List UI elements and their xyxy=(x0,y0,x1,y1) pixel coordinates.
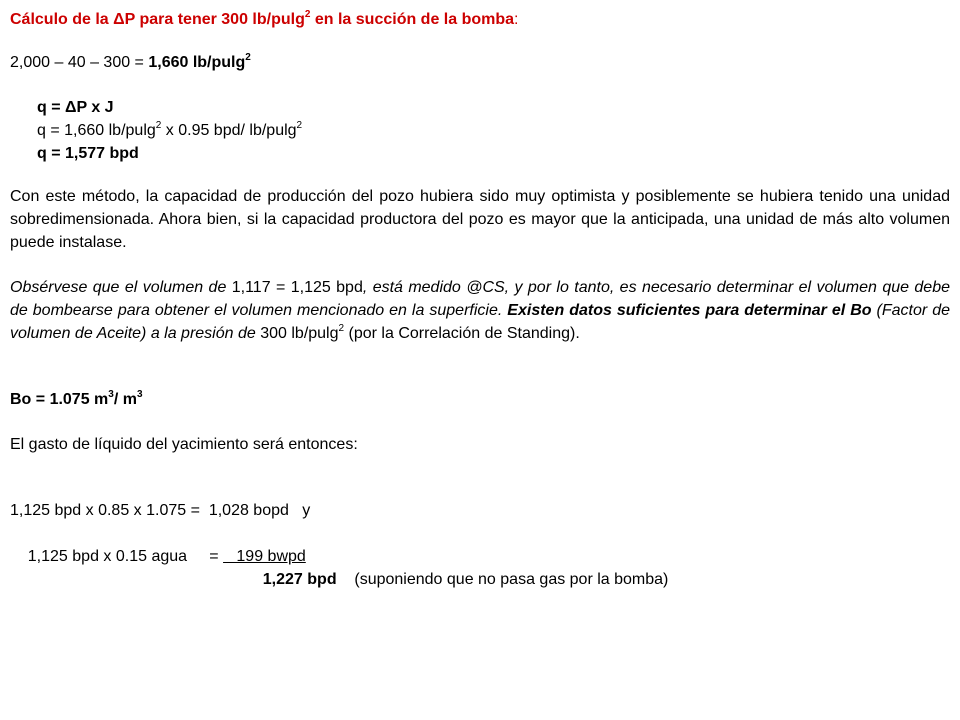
heading-tail: en la succión de la bomba xyxy=(310,11,515,28)
obs-part-5: (Factor de volumen de Aceite) a la presión de xyxy=(10,302,951,342)
formula-line-2-a: q = 1,660 lb/pulg xyxy=(37,122,156,139)
bo-part-a: Bo = 1.075 m xyxy=(10,391,109,408)
calc-total: 1,227 bpd xyxy=(262,571,337,588)
obs-part-1: Obsérvese que el volumen de xyxy=(10,279,232,296)
pressure-expression: 2,000 – 40 – 300 = xyxy=(10,54,149,71)
paragraph-method: Con este método, la capacidad de producción del pozo hubiera sido muy optimista y posiblemente se hubiera tenido una unidad sobredimensionada. Ahora bien, si la capacidad productora del pozo es mayor que la anticipada, una unidad de más alto volumen puede instalase. xyxy=(10,188,950,251)
calc-row-1: 1,125 bpd x 0.85 x 1.075 = 1,028 bopd y xyxy=(10,502,311,519)
formula-line-2-b: x 0.95 bpd/ lb/pulg xyxy=(161,122,297,139)
obs-part-3: , está medido @CS, y por lo tanto, es necesario determinar el volumen que debe de bombearse para obtener el volumen mencionado en la superficie. xyxy=(10,279,951,319)
gasto-line: El gasto de líquido del yacimiento será entonces: xyxy=(10,436,358,453)
heading-text: Cálculo de la ΔP para tener 300 lb/pulg xyxy=(10,11,305,28)
calc-row-3 xyxy=(245,545,668,614)
heading-superscript: 2 xyxy=(304,8,311,20)
pressure-calculation xyxy=(10,51,251,74)
calc-note: (suponiendo que no pasa gas por la bomba) xyxy=(354,571,669,588)
bo-part-b: / m xyxy=(113,391,137,408)
obs-part-6: 300 lb/pulg xyxy=(260,325,339,342)
paragraph-observation xyxy=(10,276,950,345)
formula-line-3: q = 1,577 bpd xyxy=(37,145,139,162)
obs-part-2: 1,117 = 1,125 bpd xyxy=(231,279,363,296)
obs-part-6-sup: 2 xyxy=(338,322,345,334)
heading-colon: : xyxy=(514,11,519,28)
formula-line-1: q = ΔP x J xyxy=(37,99,114,116)
bo-sup-1: 3 xyxy=(108,388,114,400)
bo-value xyxy=(10,388,143,411)
bo-sup-2: 3 xyxy=(136,388,143,400)
calc-row-2-value: 199 bwpd xyxy=(223,548,306,565)
formula-line-2-sup2: 2 xyxy=(296,119,303,131)
section-heading xyxy=(10,8,518,31)
calc-row-2-left: 1,125 bpd x 0.15 agua = xyxy=(27,548,219,565)
pressure-superscript: 2 xyxy=(245,51,251,63)
pressure-result: 1,660 lb/pulg xyxy=(148,54,246,71)
formula-line-2 xyxy=(37,119,302,142)
formula-line-2-sup1: 2 xyxy=(155,119,162,131)
obs-part-7: (por la Correlación de Standing). xyxy=(344,325,580,342)
obs-part-4: Existen datos suficientes para determinar el Bo xyxy=(507,302,872,319)
